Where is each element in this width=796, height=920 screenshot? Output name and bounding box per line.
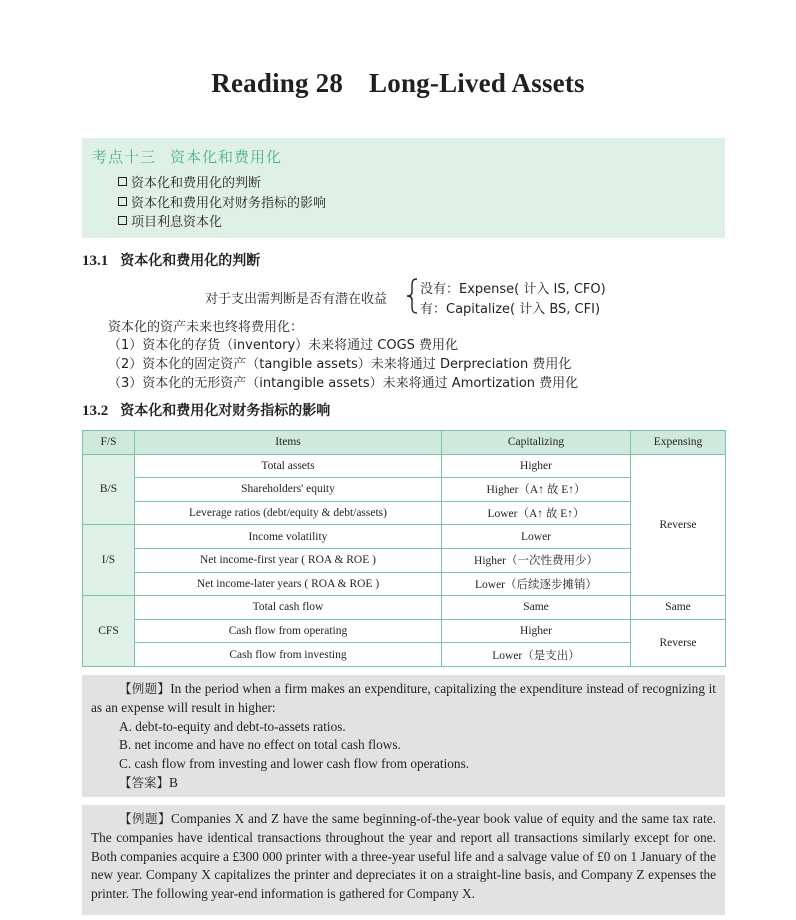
item-cell: Net income-first year ( ROA & ROE ): [135, 548, 442, 572]
capitalizing-cell: Same: [442, 596, 631, 620]
example-2-panel: [82, 805, 725, 915]
capitalizing-cell: Higher（A↑ 故 E↑）: [442, 478, 631, 502]
item-cell: Income volatility: [135, 525, 442, 549]
table-header-row: [83, 431, 726, 455]
branch-expense: 没有：Expense( 计入 IS, CFO): [420, 282, 606, 297]
capitalizing-cell: Lower（A↑ 故 E↑）: [442, 501, 631, 525]
table-row: [83, 501, 726, 525]
checkbox-square-icon: [118, 177, 127, 186]
header-items: Items: [135, 431, 442, 455]
capitalizing-cell: Lower（是支出）: [442, 643, 631, 667]
option-b: B. net income and have no effect on total cash flows.: [119, 737, 401, 753]
body-line: （2）资本化的固定资产（tangible assets）未来将通过 Derpreciation 费用化: [108, 357, 572, 372]
key-point-topic: 资本化和费用化: [170, 148, 283, 166]
capitalizing-cell: Lower: [442, 525, 631, 549]
body-line: （1）资本化的存货（inventory）未来将通过 COGS 费用化: [108, 338, 459, 353]
body-line: 资本化的资产未来也终将费用化：: [108, 320, 304, 335]
capitalizing-cell: Higher: [442, 454, 631, 478]
key-point-list: [118, 174, 326, 233]
example-1-question: 【例题】In the period when a firm makes an expenditure, capitalizing the expenditure instead of recognizing it as an expense will result in higher:: [91, 681, 716, 715]
item-cell: Net income-later years ( ROA & ROE ): [135, 572, 442, 596]
table-row: [83, 619, 726, 643]
reading-name: Long-Lived Assets: [369, 68, 585, 98]
section-heading-13-1: 13.1 资本化和费用化的判断: [82, 253, 261, 269]
table-row: [83, 596, 726, 620]
left-brace-icon: [405, 278, 419, 314]
item-cell: Leverage ratios (debt/equity & debt/assets): [135, 501, 442, 525]
list-item: 资本化和费用化的判断: [118, 174, 326, 194]
branch-capitalize: 有：Capitalize( 计入 BS, CFI): [420, 302, 601, 317]
item-cell: Cash flow from operating: [135, 619, 442, 643]
capitalizing-cell: Lower（后续逐步摊销）: [442, 572, 631, 596]
table-row: [83, 478, 726, 502]
decision-question: 对于支出需判断是否有潜在收益: [205, 292, 388, 307]
item-cell: Total cash flow: [135, 596, 442, 620]
list-item: 资本化和费用化对财务指标的影响: [118, 194, 326, 214]
group-cfs: CFS: [83, 596, 135, 667]
group-is: I/S: [83, 525, 135, 596]
item-cell: Total assets: [135, 454, 442, 478]
reading-number: Reading 28: [211, 68, 344, 98]
example-1-panel: [82, 675, 725, 797]
header-fs: F/S: [83, 431, 135, 455]
key-point-panel: [82, 138, 725, 238]
header-capitalizing: Capitalizing: [442, 431, 631, 455]
table-row: [83, 643, 726, 667]
capitalizing-cell: Higher: [442, 619, 631, 643]
checkbox-square-icon: [118, 197, 127, 206]
capitalizing-cell: Higher（一次性费用少）: [442, 548, 631, 572]
option-c: C. cash flow from investing and lower cash flow from operations.: [119, 756, 470, 772]
table-row: [83, 548, 726, 572]
expensing-reverse-cell-2: Reverse: [631, 619, 726, 666]
table-row: [83, 572, 726, 596]
impact-table: [82, 430, 726, 667]
key-point-title: [92, 146, 282, 167]
checkbox-square-icon: [118, 216, 127, 225]
item-cell: Shareholders' equity: [135, 478, 442, 502]
table-row: [83, 454, 726, 478]
section-heading-13-2: 13.2 资本化和费用化对财务指标的影响: [82, 403, 331, 419]
example-tag: 【例题】: [119, 681, 171, 696]
item-cell: Cash flow from investing: [135, 643, 442, 667]
page-title: [0, 68, 796, 99]
group-bs: B/S: [83, 454, 135, 525]
expensing-same-cell: Same: [631, 596, 726, 620]
body-line: （3）资本化的无形资产（intangible assets）未来将通过 Amortization 费用化: [108, 376, 579, 391]
key-point-label: 考点十三: [92, 148, 157, 166]
expensing-reverse-cell: Reverse: [631, 454, 726, 596]
list-item: 项目利息资本化: [118, 213, 326, 233]
header-expensing: Expensing: [631, 431, 726, 455]
option-a: A. debt-to-equity and debt-to-assets ratios.: [119, 718, 346, 734]
example-2-text: 【例题】Companies X and Z have the same beginning-of-the-year book value of equity and the same tax rate. The companies have identical transactions throughout the year and report all transactions similarly except for one. Both companies acquire a £300 000 printer with a three-year useful life and a salvage value of £0 on 1 January of the new year. Company X capitalizes the printer and depreciates it on a straight-line basis, and Company Z expenses the printer. The following year-end information is gathered for Company X.: [91, 811, 716, 902]
table-row: [83, 525, 726, 549]
example-1-answer: 【答案】B: [119, 774, 178, 790]
example-tag: 【例题】: [119, 811, 171, 826]
